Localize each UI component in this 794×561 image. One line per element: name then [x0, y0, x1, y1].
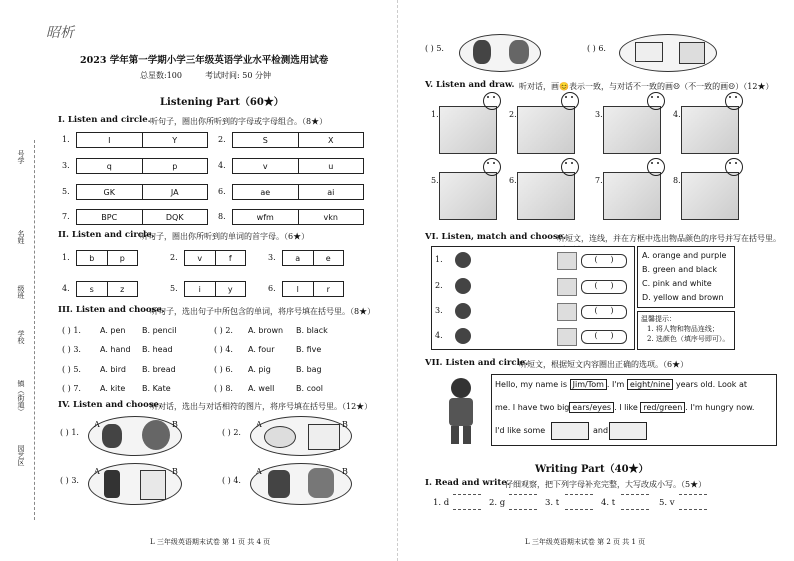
- s1-option-b[interactable]: p: [142, 159, 208, 173]
- s5-item-number: 8.: [673, 176, 681, 185]
- s3-option-a[interactable]: A. kite: [100, 384, 126, 393]
- s6-person-image: [455, 278, 471, 294]
- s4-item-1-bracket: ( ) 1.: [60, 428, 79, 437]
- s6-item-number: 3.: [435, 306, 443, 315]
- s4-item-3-label-a: A: [94, 467, 100, 476]
- s6-object-image: [557, 252, 577, 270]
- s2-option-a[interactable]: b: [89, 253, 95, 263]
- s4-item-1-label-b: B: [172, 420, 178, 429]
- s3-option-b[interactable]: B. black: [296, 326, 328, 335]
- s6-person-image: [455, 252, 471, 268]
- s6-item-number: 4.: [435, 331, 443, 340]
- s5-picture: [517, 172, 575, 220]
- s6-object-image: [557, 328, 577, 346]
- choice-eight-nine[interactable]: eight/nine: [627, 379, 673, 390]
- s2-item-number: 5.: [170, 284, 178, 293]
- section-3-note: 听句子，选出句子中所包含的单词，将序号填在括号里。（8★）: [150, 307, 376, 316]
- s1-item-box: [232, 132, 364, 148]
- s1-option-b[interactable]: ai: [298, 185, 364, 199]
- s4-item-4-pictures: [250, 463, 352, 505]
- s1-option-a[interactable]: q: [106, 161, 112, 171]
- section-7-note: 听短文，根据短文内容圈出正确的选项。（6★）: [519, 360, 689, 369]
- passage-line-3: I'd like some: [495, 426, 546, 435]
- s2-option-a[interactable]: l: [296, 284, 299, 294]
- section-4-note: 听对话，选出与对话相符的图片，将序号填在括号里。（12★）: [150, 402, 373, 411]
- write-item-blank[interactable]: [679, 494, 707, 510]
- s2-item-box: [184, 281, 246, 297]
- s1-item-number: 1.: [62, 135, 70, 144]
- s3-option-b[interactable]: B. head: [142, 345, 173, 354]
- s2-option-a[interactable]: a: [295, 253, 301, 263]
- s5-picture: [681, 172, 739, 220]
- s1-option-b[interactable]: Y: [142, 133, 208, 147]
- write-item-blank[interactable]: [509, 494, 537, 510]
- s3-option-a[interactable]: A. hand: [100, 345, 131, 354]
- s4-4b-image: [308, 468, 334, 498]
- s3-option-b[interactable]: B. five: [296, 345, 322, 354]
- s4-item-6-bracket: ( ) 6.: [587, 44, 606, 53]
- s4-item-3-pictures: [88, 463, 182, 505]
- s6-color-option: C. pink and white: [642, 279, 712, 288]
- s6-answer-bracket[interactable]: ( ): [581, 305, 627, 319]
- s1-option-b[interactable]: vkn: [298, 210, 364, 224]
- writing-section-1-header: I. Read and write.: [425, 478, 510, 488]
- food-choice-2[interactable]: [609, 422, 647, 440]
- s2-item-box: [76, 281, 138, 297]
- s4-5a-image: [473, 40, 491, 64]
- s1-option-a[interactable]: S: [262, 135, 268, 145]
- s3-bracket: ( ) 7.: [62, 384, 81, 393]
- s3-bracket: ( ) 4.: [214, 345, 233, 354]
- section-5-note: 听对话，画😊表示一致，与对话不一致的画☹（不一致的画☹）（12★）: [519, 82, 774, 91]
- s5-item-number: 4.: [673, 110, 681, 119]
- s4-6b-image: [679, 42, 705, 64]
- s1-option-a[interactable]: I: [108, 135, 111, 145]
- s1-item-box: [232, 158, 364, 174]
- s4-item-2-label-b: B: [342, 420, 348, 429]
- s1-item-number: 5.: [62, 187, 70, 196]
- face-icon[interactable]: [647, 158, 665, 176]
- passage-line-1: Hello, my name is Jim/Tom . I'm eight/nine years old. Look at: [495, 380, 748, 389]
- side-label-town: 镇（街道）: [17, 380, 25, 415]
- choice-red-green[interactable]: red/green: [640, 402, 685, 413]
- s6-color-option: B. green and black: [642, 265, 718, 274]
- listening-part-title: Listening Part（60★）: [160, 97, 284, 108]
- s4-item-5-bracket: ( ) 5.: [425, 44, 444, 53]
- s6-item-number: 1.: [435, 255, 443, 264]
- choice-jim-tom[interactable]: Jim/Tom: [570, 379, 607, 390]
- s2-option-b[interactable]: y: [215, 282, 246, 296]
- side-label-district: 园艺区: [17, 445, 25, 466]
- side-label-student-no: 号学: [17, 150, 25, 164]
- s5-item-number: 2.: [509, 110, 517, 119]
- s6-answer-bracket[interactable]: ( ): [581, 330, 627, 344]
- s1-item-number: 3.: [62, 161, 70, 170]
- s4-3a-image: [104, 470, 120, 498]
- side-label-class: 级班: [17, 285, 25, 299]
- write-item-label: 2. g: [489, 498, 506, 508]
- s1-item-box: [232, 184, 364, 200]
- s4-2b-image: [308, 424, 340, 450]
- total-score: 总星数:100: [140, 71, 182, 80]
- s3-option-b[interactable]: B. pencil: [142, 326, 177, 335]
- s1-option-b[interactable]: JA: [142, 185, 208, 199]
- s1-option-a[interactable]: wfm: [256, 212, 274, 222]
- right-page: [397, 0, 794, 561]
- s5-item-number: 5.: [431, 176, 439, 185]
- s4-1a-image: [102, 424, 122, 448]
- s4-4a-image: [268, 470, 290, 498]
- s3-option-b[interactable]: B. cool: [296, 384, 323, 393]
- section-1-note: 听句子，圈出你所听到的字母或字母组合。（8★）: [150, 117, 328, 126]
- s1-item-box: [76, 209, 208, 225]
- s4-item-4-label-a: A: [256, 467, 262, 476]
- food-choice-1[interactable]: [551, 422, 589, 440]
- s4-3b-image: [140, 470, 166, 500]
- s6-answer-bracket[interactable]: ( ): [581, 280, 627, 294]
- passage-line-2: me. I have two big ears/eyes . I like red/green . I'm hungry now.: [495, 403, 755, 412]
- s1-item-number: 6.: [218, 187, 226, 196]
- face-icon[interactable]: [483, 158, 501, 176]
- s4-2a-image: [264, 426, 296, 448]
- s2-option-a[interactable]: v: [197, 253, 203, 263]
- write-item-label: 3. t: [545, 498, 560, 508]
- s4-item-2-bracket: ( ) 2.: [222, 428, 241, 437]
- s5-picture: [681, 106, 739, 154]
- s2-item-number: 6.: [268, 284, 276, 293]
- s4-item-3-label-b: B: [172, 467, 178, 476]
- section-6-note: 听短文，连线，并在方框中选出物品颜色的序号并写在括号里。: [557, 234, 781, 243]
- section-4-header: IV. Listen and choose.: [58, 400, 162, 410]
- s6-person-image: [455, 328, 471, 344]
- s1-item-number: 7.: [62, 212, 70, 221]
- s6-object-image: [557, 303, 577, 321]
- face-icon[interactable]: [725, 92, 743, 110]
- s3-bracket: ( ) 2.: [214, 326, 233, 335]
- s2-item-box: [282, 281, 344, 297]
- s3-option-b[interactable]: B. bread: [142, 365, 176, 374]
- s1-item-box: [76, 132, 208, 148]
- s2-option-b[interactable]: e: [313, 251, 344, 265]
- write-item-label: 1. d: [433, 498, 450, 508]
- s2-option-b[interactable]: z: [107, 282, 138, 296]
- write-item-blank[interactable]: [621, 494, 649, 510]
- s2-option-a[interactable]: s: [89, 284, 94, 294]
- section-5-header: V. Listen and draw.: [425, 80, 515, 90]
- s1-option-b[interactable]: u: [298, 159, 364, 173]
- s3-option-a[interactable]: A. four: [248, 345, 275, 354]
- side-label-name: 名姓: [17, 230, 25, 244]
- face-icon[interactable]: [725, 158, 743, 176]
- s6-answer-bracket[interactable]: ( ): [581, 254, 627, 268]
- right-footer: L 三年级英语期末试卷 第 2 页 共 1 页: [525, 538, 646, 546]
- section-7-header: VII. Listen and circle.: [425, 358, 529, 368]
- s4-item-4-label-b: B: [342, 467, 348, 476]
- s3-bracket: ( ) 5.: [62, 365, 81, 374]
- passage-and: and: [593, 426, 609, 435]
- face-icon[interactable]: [647, 92, 665, 110]
- s2-option-a[interactable]: i: [198, 284, 201, 294]
- s1-option-b[interactable]: DQK: [142, 210, 208, 224]
- s4-5b-image: [509, 40, 529, 64]
- s3-option-a[interactable]: A. well: [248, 384, 275, 393]
- s5-picture: [603, 172, 661, 220]
- s5-item-number: 1.: [431, 110, 439, 119]
- write-item-blank[interactable]: [565, 494, 593, 510]
- left-footer: L 三年级英语期末试卷 第 1 页 共 4 页: [150, 538, 271, 546]
- s3-bracket: ( ) 6.: [214, 365, 233, 374]
- s3-option-a[interactable]: A. pig: [248, 365, 271, 374]
- tip-1: 1. 将人物和物品连线；: [647, 325, 719, 333]
- s5-item-number: 7.: [595, 176, 603, 185]
- s2-item-box: [184, 250, 246, 266]
- s2-item-number: 4.: [62, 284, 70, 293]
- s3-option-a[interactable]: A. pen: [100, 326, 126, 335]
- s2-item-number: 3.: [268, 253, 276, 262]
- s2-item-number: 1.: [62, 253, 70, 262]
- write-item-label: 5. v: [659, 498, 675, 508]
- face-icon[interactable]: [483, 92, 501, 110]
- choice-ears-eyes[interactable]: ears/eyes: [569, 402, 614, 413]
- s3-option-b[interactable]: B. Kate: [142, 384, 171, 393]
- section-2-header: II. Listen and circle.: [58, 230, 155, 240]
- s6-color-option: D. yellow and brown: [642, 293, 724, 302]
- s5-picture: [439, 106, 497, 154]
- s2-option-b[interactable]: f: [215, 251, 246, 265]
- s1-item-box: [76, 184, 208, 200]
- write-item-blank[interactable]: [453, 494, 481, 510]
- section-6-header: VI. Listen, match and choose.: [425, 232, 567, 242]
- s3-bracket: ( ) 1.: [62, 326, 81, 335]
- s4-item-4-bracket: ( ) 4.: [222, 476, 241, 485]
- s5-picture: [439, 172, 497, 220]
- s3-option-a[interactable]: A. bird: [100, 365, 126, 374]
- face-icon[interactable]: [561, 92, 579, 110]
- exam-time: 考试时间: 50 分钟: [205, 71, 271, 80]
- s3-bracket: ( ) 3.: [62, 345, 81, 354]
- s1-item-number: 8.: [218, 212, 226, 221]
- section-3-header: III. Listen and choose.: [58, 305, 165, 315]
- s4-item-1-label-a: A: [94, 420, 100, 429]
- s1-item-box: [232, 209, 364, 225]
- section-2-note: 听句子，圈出你所听到的单词的首字母。（6★）: [140, 232, 310, 241]
- s4-6a-image: [635, 42, 663, 62]
- s4-1b-image: [142, 420, 170, 450]
- write-item-label: 4. t: [601, 498, 616, 508]
- s3-option-a[interactable]: A. brown: [248, 326, 284, 335]
- s5-picture: [603, 106, 661, 154]
- s6-object-image: [557, 278, 577, 296]
- s4-item-3-bracket: ( ) 3.: [60, 476, 79, 485]
- s1-item-number: 2.: [218, 135, 226, 144]
- s6-color-option: A. orange and purple: [642, 251, 727, 260]
- boy-figure: [441, 376, 481, 446]
- s6-item-number: 2.: [435, 281, 443, 290]
- side-label-school: 学校: [17, 330, 25, 344]
- s2-item-number: 2.: [170, 253, 178, 262]
- s2-item-box: [76, 250, 138, 266]
- handwritten-note: 昭析: [46, 25, 74, 41]
- s3-option-b[interactable]: B. bag: [296, 365, 322, 374]
- writing-section-1-note: 仔细观察，把下列字母补充完整，大写改成小写。（5★）: [505, 480, 707, 489]
- s1-item-box: [76, 158, 208, 174]
- face-icon[interactable]: [561, 158, 579, 176]
- s5-picture: [517, 106, 575, 154]
- s5-item-number: 6.: [509, 176, 517, 185]
- s3-bracket: ( ) 8.: [214, 384, 233, 393]
- section-1-header: I. Listen and circle.: [58, 115, 151, 125]
- s1-option-a[interactable]: GK: [103, 187, 115, 197]
- s6-person-image: [455, 303, 471, 319]
- s1-option-b[interactable]: X: [298, 133, 364, 147]
- s4-item-2-label-a: A: [256, 420, 262, 429]
- writing-part-title: Writing Part（40★）: [535, 464, 649, 475]
- s1-option-a[interactable]: v: [262, 161, 268, 171]
- s2-option-b[interactable]: p: [107, 251, 138, 265]
- s5-item-number: 3.: [595, 110, 603, 119]
- tips-title: 温馨提示：: [641, 315, 676, 323]
- s1-option-a[interactable]: ae: [260, 187, 271, 197]
- exam-title: 2023 学年第一学期小学三年级英语学业水平检测选用试卷: [80, 55, 329, 66]
- tip-2: 2. 选颜色（填序号即可）。: [647, 335, 730, 343]
- s2-option-b[interactable]: r: [313, 282, 344, 296]
- s2-item-box: [282, 250, 344, 266]
- s1-item-number: 4.: [218, 161, 226, 170]
- s1-option-a[interactable]: BPC: [101, 212, 118, 222]
